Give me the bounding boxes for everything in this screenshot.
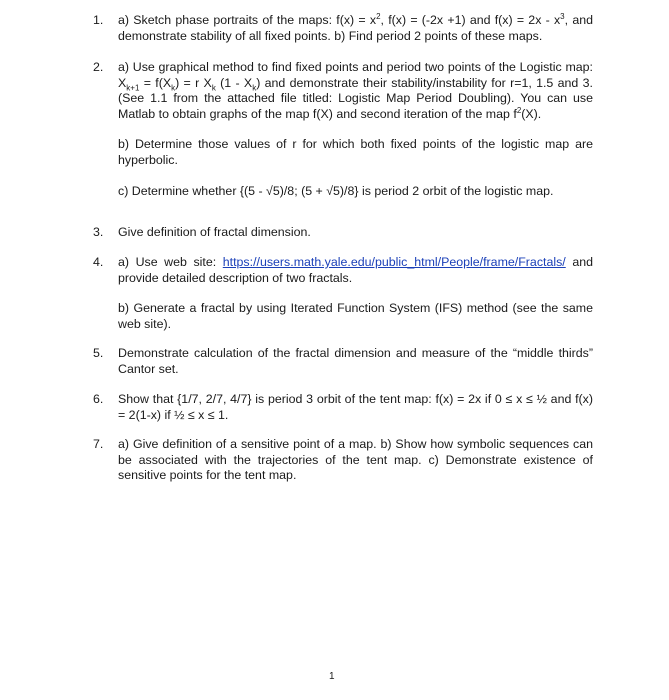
question-6 <box>93 392 593 423</box>
question-6-text: Show that {1/7, 2/7, 4/7} is period 3 orbit of the tent map: f(x) = 2x if 0 ≤ x ≤ ½ and f(x) = 2(1-x) if ½ ≤ x ≤ 1. <box>118 392 593 422</box>
question-5 <box>93 346 593 377</box>
question-number: 3. <box>93 225 104 239</box>
question-2b-text: b) Determine those values of r for which both fixed points of the logistic map are hyperbolic. <box>118 137 593 167</box>
question-number: 1. <box>93 13 104 27</box>
question-1-text: a) Sketch phase portraits of the maps: $f(x) = x^2$, f(x) = (-2x +1) and $f(x) = 2x - x^3$, and demonstrate stability of all fixed points. b) Find period 2 points of these maps. <box>118 11 593 43</box>
question-2a-text: a) Use graphical method to find fixed points and period two points of the Logistic map: $X_{k+1} = f(X_k) = r$ $X_k$ $(1 - X_k)$ and demonstrate their stability/instability for r=1, 1.5 and 3. (See 1.1 from the attached file titled: Logistic Map Period Doubling). You can use Matlab to obtain graphs of the map f(X) and second iteration of the map $f^2(X)$. <box>118 60 593 121</box>
question-number: 5. <box>93 346 104 360</box>
question-2c-text: c) Determine whether {(5 - √5)/8; (5 + √5)/8} is period 2 orbit of the logistic map. <box>118 183 554 198</box>
question-number: 4. <box>93 255 104 269</box>
fractals-website-link[interactable]: https://users.math.yale.edu/public_html/People/frame/Fractals/ <box>222 255 566 269</box>
question-7-text: a) Give definition of a sensitive point of a map. b) Show how symbolic sequences can be associated with the trajectories of the tent map. c) Demonstrate existence of sensitive points for the tent map. <box>118 437 593 483</box>
question-5-text: Demonstrate calculation of the fractal dimension and measure of the “middle thirds” Cantor set. <box>118 346 593 376</box>
question-4a-text: a) Use web site: https://users.math.yale.edu/public_html/People/frame/Fractals/ and provide detailed description of two fractals. <box>118 255 593 285</box>
question-3-text: Give definition of fractal dimension. <box>118 225 311 239</box>
question-1 <box>93 13 593 44</box>
question-3 <box>93 225 593 241</box>
question-number: 2. <box>93 60 104 74</box>
question-2 <box>93 60 593 199</box>
question-4b-text: b) Generate a fractal by using Iterated Function System (IFS) method (see the same web site). <box>118 301 593 331</box>
question-number: 6. <box>93 392 104 406</box>
page-number: 1 <box>329 671 335 682</box>
question-number: 7. <box>93 437 104 451</box>
question-4 <box>93 255 593 332</box>
question-7 <box>93 437 593 484</box>
